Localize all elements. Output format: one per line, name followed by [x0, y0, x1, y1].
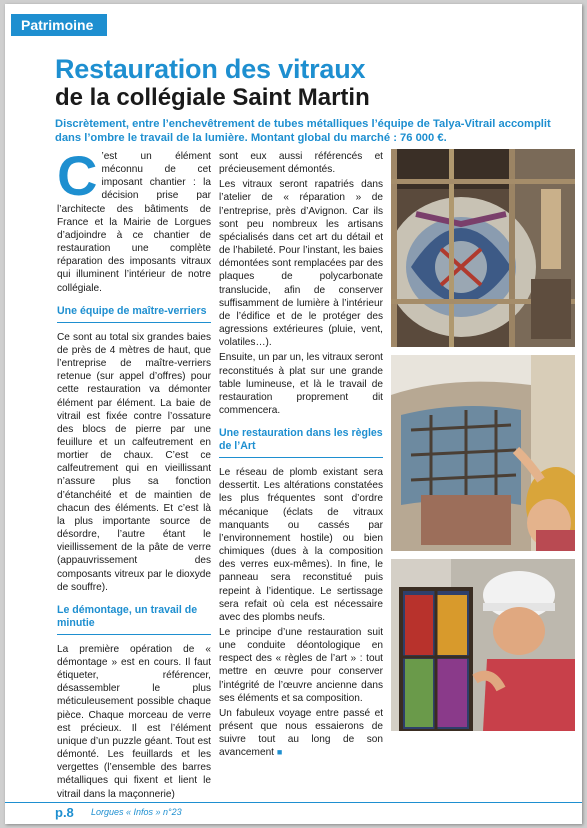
- subheading: Le démontage, un travail de minutie: [57, 604, 211, 635]
- worker-helmet-photo: [391, 559, 575, 731]
- end-mark: ■: [276, 747, 283, 758]
- paragraph: Ensuite, un par un, les vitraux seront reconstitués à plat sur une grande table lumineuse, et là le travail de restauration proprement dit commencera.: [219, 352, 383, 416]
- paragraph: Le principe d’une restauration suit une conduite déontologique en respect des « règles de l’art » : tout mettre en œuvre pour conserver l’intégrité de l’œuvre ancienne dans ses éléments et sa composition.: [219, 627, 383, 704]
- paragraph: sont eux aussi référencés et précieusement démontés.: [219, 151, 383, 176]
- page-footer: [5, 802, 582, 824]
- paragraph: C ’est un élément méconnu de cet imposant chantier : la décision prise par l’architecte des bâtiments de France et la Mairie de Lorgues d’adjoindre à ce chantier de restauration une complète réparation des imposants vitraux qui illuminent l’intérieur de notre collégiale.: [57, 144, 211, 294]
- footer-rule: [5, 802, 582, 803]
- paragraph: Un fabuleux voyage entre passé et présent que nous essaierons de suivre tout au long de son avancement ■: [219, 707, 383, 759]
- photo-column: [391, 149, 575, 739]
- paragraph: Ce sont au total six grandes baies de près de 4 mètres de haut, que l’entreprise de maître-verriers retenue (sur appel d’offres) pour cette restauration va démonter élément par élément. La baie de vitrail est fixée contre l’ossature des blocs de pierre par une feuillure et un calfeutrement en mortier de chaux. C’est ce calfeutrement qui en vieillissant n’assure plus sa fonction d’étanchéité et de maintien de chacun des éléments. Et c’est là la plus importante source de désordre, l’autre étant le vieillissement de la pâte de verre (appauvrissement des composants vitreux par le dioxyde de souffre).: [57, 331, 211, 593]
- subheading: Une restauration dans les règles de l’Art: [219, 427, 383, 458]
- subheading: Une équipe de maître-verriers: [57, 305, 211, 323]
- text-column-1: [57, 144, 211, 803]
- magazine-page: [5, 4, 582, 824]
- drop-cap: C: [57, 144, 98, 207]
- craftswoman-photo: [391, 355, 575, 551]
- page-number: p.8: [55, 805, 74, 820]
- article-subtitle: de la collégiale Saint Martin: [55, 84, 370, 111]
- paragraph: Le réseau de plomb existant sera dessertit. Les altérations constatées les plus fréquentes sont d’ordre mécanique (éclats de vitraux manquants ou cassés par l’environnement hostile) ou bien chimiques (dues à la composition des verres eux-mêmes). In fine, le panneau sera reconstitué puis repeint à l’identique. Le sertissage sera refait où cela est nécessaire avec des plombs neufs.: [219, 467, 383, 623]
- paragraph: La première opération de « démontage » est en cours. Il faut étiqueter, référencer, désassembler le plus méticuleusement possible chaque pièce. Chaque morceau de verre est précieux. Il est l’élément unique d’un puzzle géant. Tout est démonté. Les feuillards et les vergettes (l’ensemble des barres métalliques qui fixent et lient le vitrail dans la maçonnerie): [57, 643, 211, 800]
- paragraph: Les vitraux seront rapatriés dans l’atelier de « réparation » de l’entreprise, près d’Avignon. Car ils sont peu nombreux les artisans spécialisés dans cet art du détail et de l’habileté. Pour l’instant, les baies démontées sont remplacées par des plaques de polycarbonate translucide, afin de conserver suffisamment de lumière à l’intérieur de l’édifice et de le protéger des agressions extérieures (pluie, vent, volatiles…).: [219, 179, 383, 349]
- stained-glass-window-photo: [391, 149, 575, 347]
- magazine-name: Lorgues « Infos » n°23: [91, 807, 182, 817]
- article-title: Restauration des vitraux: [55, 54, 366, 84]
- section-tab: Patrimoine: [11, 14, 107, 36]
- article-intro: Discrètement, entre l’enchevêtrement de tubes métalliques l’équipe de Talya-Vitrail accomplit dans l’ombre le travail de la lumière. Montant global du marché : 76 000 €.: [55, 118, 551, 144]
- text-column-2: [219, 150, 383, 762]
